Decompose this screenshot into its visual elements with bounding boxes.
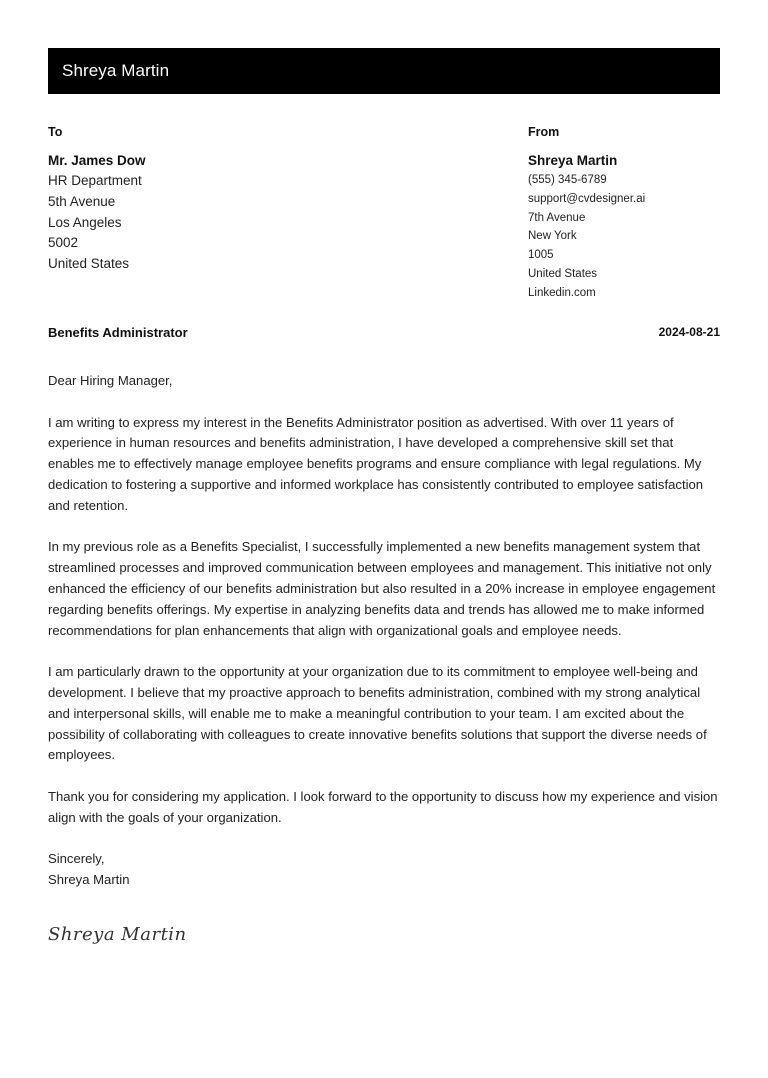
sender-postcode: 1005 <box>528 249 554 262</box>
valediction: Sincerely, <box>48 851 105 867</box>
header-bar <box>48 48 720 94</box>
sender-linkedin: Linkedin.com <box>528 286 596 299</box>
paragraph-2: In my previous role as a Benefits Specialist, I successfully implemented a new benefits management system that streamlined processes and improved communication between employees and management. This initiative not only enhanced the efficiency of our benefits administration but also resulted in a 20% increase in employee engagement regarding benefits offerings. My expertise in analyzing benefits data and trends has allowed me to make informed recommendations for plan enhancements that align with organizational goals and employee needs. <box>48 539 716 638</box>
handwritten-signature: Shreya Martin <box>48 924 187 945</box>
header-name: Shreya Martin <box>62 61 170 80</box>
paragraph-4: Thank you for considering my application. I look forward to the opportunity to discuss how my experience and vision align with the goals of your organization. <box>48 788 718 825</box>
recipient-country: United States <box>48 256 130 272</box>
sender-email: support@cvdesigner.ai <box>528 192 646 205</box>
recipient-department: HR Department <box>48 173 142 188</box>
recipient-street: 5th Avenue <box>48 193 116 209</box>
letter-body <box>48 371 720 891</box>
recipient-label: To <box>48 125 63 139</box>
sender-label: From <box>528 125 560 139</box>
sender-phone: (555) 345-6789 <box>528 174 607 186</box>
greeting: Dear Hiring Manager, <box>48 373 173 388</box>
sender-street: 7th Avenue <box>528 211 586 224</box>
recipient-postcode: 5002 <box>48 235 79 251</box>
closing <box>48 849 720 891</box>
closing-name: Shreya Martin <box>48 872 130 888</box>
subject-row <box>48 324 720 340</box>
recipient-city: Los Angeles <box>48 214 122 230</box>
letter-date: 2024-08-21 <box>658 325 720 339</box>
sender-country: United States <box>528 267 598 280</box>
sender-city: New York <box>528 230 577 243</box>
recipient-name: Mr. James Dow <box>48 153 146 168</box>
letter-subject: Benefits Administrator <box>48 324 188 340</box>
paragraph-1: I am writing to express my interest in the Benefits Administrator position as advertised. With over 11 years of experience in human resources and benefits administration, I have developed a comprehensive skill set that enables me to effectively manage employee benefits programs and ensure compliance with legal regulations. My dedication to fostering a supportive and informed workplace has consistently contributed to employee satisfaction and retention. <box>48 414 704 513</box>
sender-name: Shreya Martin <box>528 153 618 168</box>
sender-block <box>528 124 718 303</box>
paragraph-3: I am particularly drawn to the opportunity at your organization due to its commitment to employee well-being and development. I believe that my proactive approach to benefits administration, combined with my strong analytical and interpersonal skills, will enable me to make a meaningful contribution to your team. I am excited about the possibility of collaborating with colleagues to create innovative benefits solutions that support the diverse needs of employees. <box>48 664 707 763</box>
recipient-block <box>48 124 448 275</box>
